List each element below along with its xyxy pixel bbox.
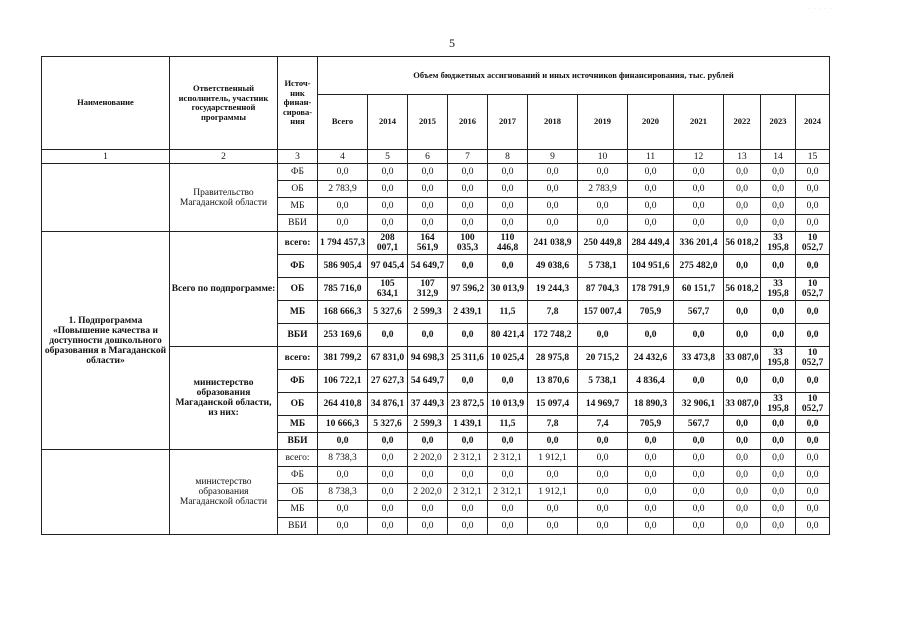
value-cell: 0,0 (528, 501, 578, 518)
value-cell: 105 634,1 (368, 278, 408, 301)
value-cell: 13 870,6 (528, 370, 578, 393)
name-cell-empty (42, 164, 170, 232)
table-row (42, 450, 830, 467)
value-cell: 7,8 (528, 416, 578, 433)
value-cell: 0,0 (674, 433, 724, 450)
value-cell: 253 169,6 (318, 324, 368, 347)
value-cell: 0,0 (318, 215, 368, 232)
header-year: 2014 (368, 95, 408, 150)
table-row (42, 232, 830, 255)
value-cell: 0,0 (674, 215, 724, 232)
value-cell: 0,0 (674, 324, 724, 347)
value-cell: 0,0 (628, 164, 674, 181)
value-cell: 0,0 (528, 181, 578, 198)
value-cell: 0,0 (761, 324, 796, 347)
value-cell: 0,0 (796, 433, 830, 450)
value-cell: 33 195,8 (761, 278, 796, 301)
value-cell: 0,0 (578, 467, 628, 484)
value-cell: 0,0 (368, 215, 408, 232)
value-cell: 54 649,7 (408, 370, 448, 393)
value-cell: 67 831,0 (368, 347, 408, 370)
value-cell: 49 038,6 (528, 255, 578, 278)
value-cell: 0,0 (761, 301, 796, 324)
value-cell: 0,0 (368, 450, 408, 467)
value-cell: 0,0 (578, 518, 628, 535)
value-cell: 104 951,6 (628, 255, 674, 278)
value-cell: 0,0 (761, 433, 796, 450)
source-cell: МБ (278, 416, 318, 433)
value-cell: 0,0 (761, 518, 796, 535)
value-cell: 0,0 (578, 433, 628, 450)
value-cell: 208 007,1 (368, 232, 408, 255)
value-cell: 33 195,8 (761, 393, 796, 416)
column-number: 6 (408, 150, 448, 164)
value-cell: 586 905,4 (318, 255, 368, 278)
source-cell: ФБ (278, 164, 318, 181)
value-cell: 0,0 (761, 370, 796, 393)
value-cell: 0,0 (724, 467, 761, 484)
source-cell: МБ (278, 198, 318, 215)
source-cell: ФБ (278, 370, 318, 393)
column-number: 9 (528, 150, 578, 164)
source-cell: ВБИ (278, 215, 318, 232)
value-cell: 0,0 (628, 324, 674, 347)
value-cell: 33 195,8 (761, 232, 796, 255)
value-cell: 0,0 (368, 324, 408, 347)
value-cell: 0,0 (724, 484, 761, 501)
value-cell: 110 446,8 (488, 232, 528, 255)
value-cell: 24 432,6 (628, 347, 674, 370)
value-cell: 381 799,2 (318, 347, 368, 370)
value-cell: 0,0 (488, 198, 528, 215)
value-cell: 5 738,1 (578, 370, 628, 393)
value-cell: 15 097,4 (528, 393, 578, 416)
value-cell: 284 449,4 (628, 232, 674, 255)
value-cell: 0,0 (528, 518, 578, 535)
value-cell: 2 599,3 (408, 416, 448, 433)
value-cell: 0,0 (448, 324, 488, 347)
value-cell: 0,0 (724, 164, 761, 181)
source-cell: ВБИ (278, 433, 318, 450)
column-number: 4 (318, 150, 368, 164)
value-cell: 0,0 (724, 181, 761, 198)
value-cell: 0,0 (408, 501, 448, 518)
value-cell: 241 038,9 (528, 232, 578, 255)
value-cell: 0,0 (724, 416, 761, 433)
value-cell: 157 007,4 (578, 301, 628, 324)
executor-cell: министерство образования Магаданской области (170, 450, 278, 535)
value-cell: 0,0 (628, 198, 674, 215)
value-cell: 0,0 (796, 198, 830, 215)
value-cell: 0,0 (628, 501, 674, 518)
column-number: 8 (488, 150, 528, 164)
value-cell: 0,0 (408, 433, 448, 450)
value-cell: 0,0 (528, 164, 578, 181)
value-cell: 0,0 (368, 501, 408, 518)
column-number: 13 (724, 150, 761, 164)
column-number: 7 (448, 150, 488, 164)
value-cell: 0,0 (724, 324, 761, 347)
value-cell: 0,0 (448, 370, 488, 393)
value-cell: 20 715,2 (578, 347, 628, 370)
value-cell: 97 045,4 (368, 255, 408, 278)
value-cell: 0,0 (368, 198, 408, 215)
value-cell: 0,0 (488, 215, 528, 232)
value-cell: 10 052,7 (796, 347, 830, 370)
value-cell: 0,0 (674, 164, 724, 181)
value-cell: 10 025,4 (488, 347, 528, 370)
header-year: 2019 (578, 95, 628, 150)
value-cell: 0,0 (628, 433, 674, 450)
value-cell: 0,0 (761, 501, 796, 518)
value-cell: 0,0 (318, 467, 368, 484)
header-year: 2018 (528, 95, 578, 150)
value-cell: 0,0 (796, 215, 830, 232)
value-cell: 0,0 (796, 416, 830, 433)
column-number: 5 (368, 150, 408, 164)
value-cell: 33 087,0 (724, 347, 761, 370)
value-cell: 275 482,0 (674, 255, 724, 278)
value-cell: 567,7 (674, 301, 724, 324)
value-cell: 705,9 (628, 416, 674, 433)
value-cell: 7,8 (528, 301, 578, 324)
value-cell: 28 975,8 (528, 347, 578, 370)
header-source: Источ- ник финан- сирова- ния (278, 57, 318, 150)
value-cell: 0,0 (796, 484, 830, 501)
value-cell: 0,0 (318, 433, 368, 450)
value-cell: 4 836,4 (628, 370, 674, 393)
budget-table (41, 56, 830, 535)
value-cell: 0,0 (578, 501, 628, 518)
value-cell: 705,9 (628, 301, 674, 324)
value-cell: 54 649,7 (408, 255, 448, 278)
value-cell: 2 783,9 (578, 181, 628, 198)
header-year: 2015 (408, 95, 448, 150)
value-cell: 0,0 (408, 164, 448, 181)
source-cell: всего: (278, 450, 318, 467)
value-cell: 567,7 (674, 416, 724, 433)
value-cell: 2 599,3 (408, 301, 448, 324)
value-cell: 34 876,1 (368, 393, 408, 416)
value-cell: 0,0 (318, 198, 368, 215)
value-cell: 0,0 (724, 198, 761, 215)
value-cell: 0,0 (761, 467, 796, 484)
value-cell: 0,0 (408, 518, 448, 535)
value-cell: 0,0 (448, 467, 488, 484)
value-cell: 2 312,1 (488, 484, 528, 501)
value-cell: 0,0 (761, 181, 796, 198)
executor-cell: Правительство Магаданской области (170, 164, 278, 232)
value-cell: 0,0 (724, 518, 761, 535)
source-cell: ФБ (278, 255, 318, 278)
value-cell: 0,0 (368, 467, 408, 484)
header-volume: Объем бюджетных ассигнований и иных источников финансирования, тыс. рублей (318, 57, 830, 95)
column-number: 14 (761, 150, 796, 164)
value-cell: 0,0 (408, 181, 448, 198)
value-cell: 94 698,3 (408, 347, 448, 370)
value-cell: 2 312,1 (488, 450, 528, 467)
value-cell: 0,0 (448, 433, 488, 450)
value-cell: 10 013,9 (488, 393, 528, 416)
header-name: Наименование (42, 57, 170, 150)
value-cell: 2 783,9 (318, 181, 368, 198)
source-cell: ВБИ (278, 324, 318, 347)
value-cell: 0,0 (724, 301, 761, 324)
value-cell: 0,0 (796, 181, 830, 198)
source-cell: ВБИ (278, 518, 318, 535)
value-cell: 56 018,2 (724, 232, 761, 255)
value-cell: 10 052,7 (796, 232, 830, 255)
value-cell: 0,0 (578, 164, 628, 181)
header-year: 2017 (488, 95, 528, 150)
value-cell: 33 195,8 (761, 347, 796, 370)
value-cell: 97 596,2 (448, 278, 488, 301)
value-cell: 5 738,1 (578, 255, 628, 278)
header-year: 2020 (628, 95, 674, 150)
value-cell: 0,0 (796, 301, 830, 324)
value-cell: 0,0 (578, 324, 628, 347)
value-cell: 0,0 (528, 433, 578, 450)
source-cell: ОБ (278, 393, 318, 416)
subprogram-name: 1. Подпрограмма «Повышение качества и доступности дошкольного образования в Магаданской области» (42, 232, 170, 450)
value-cell: 0,0 (408, 215, 448, 232)
value-cell: 7,4 (578, 416, 628, 433)
value-cell: 0,0 (628, 467, 674, 484)
value-cell: 0,0 (448, 198, 488, 215)
value-cell: 0,0 (674, 484, 724, 501)
value-cell: 0,0 (578, 484, 628, 501)
header-year: 2016 (448, 95, 488, 150)
value-cell: 0,0 (674, 467, 724, 484)
value-cell: 0,0 (628, 215, 674, 232)
value-cell: 0,0 (448, 501, 488, 518)
value-cell: 0,0 (628, 181, 674, 198)
value-cell: 107 312,9 (408, 278, 448, 301)
value-cell: 37 449,3 (408, 393, 448, 416)
value-cell: 0,0 (448, 181, 488, 198)
value-cell: 1 439,1 (448, 416, 488, 433)
value-cell: 18 890,3 (628, 393, 674, 416)
value-cell: 0,0 (724, 433, 761, 450)
value-cell: 0,0 (318, 518, 368, 535)
value-cell: 336 201,4 (674, 232, 724, 255)
value-cell: 0,0 (628, 484, 674, 501)
value-cell: 2 439,1 (448, 301, 488, 324)
value-cell: 5 327,6 (368, 416, 408, 433)
value-cell: 0,0 (448, 215, 488, 232)
value-cell: 25 311,6 (448, 347, 488, 370)
value-cell: 0,0 (674, 518, 724, 535)
value-cell: 0,0 (796, 450, 830, 467)
value-cell: 56 018,2 (724, 278, 761, 301)
value-cell: 0,0 (674, 450, 724, 467)
table-row (42, 164, 830, 181)
name-cell-empty (42, 450, 170, 535)
value-cell: 0,0 (368, 164, 408, 181)
source-cell: МБ (278, 501, 318, 518)
value-cell: 0,0 (796, 518, 830, 535)
value-cell: 1 912,1 (528, 450, 578, 467)
value-cell: 0,0 (488, 518, 528, 535)
header-total: Всего (318, 95, 368, 150)
column-number: 11 (628, 150, 674, 164)
value-cell: 23 872,5 (448, 393, 488, 416)
value-cell: 80 421,4 (488, 324, 528, 347)
value-cell: 5 327,6 (368, 301, 408, 324)
value-cell: 0,0 (488, 255, 528, 278)
value-cell: 0,0 (761, 416, 796, 433)
value-cell: 1 794 457,3 (318, 232, 368, 255)
value-cell: 0,0 (724, 501, 761, 518)
value-cell: 0,0 (796, 255, 830, 278)
source-cell: МБ (278, 301, 318, 324)
value-cell: 0,0 (368, 433, 408, 450)
value-cell: 0,0 (796, 324, 830, 347)
value-cell: 0,0 (761, 215, 796, 232)
value-cell: 0,0 (674, 370, 724, 393)
header-year: 2023 (761, 95, 796, 150)
value-cell: 172 748,2 (528, 324, 578, 347)
value-cell: 0,0 (674, 501, 724, 518)
value-cell: 0,0 (761, 484, 796, 501)
source-cell: ОБ (278, 484, 318, 501)
executor-cell: Всего по подпрограмме: (170, 232, 278, 347)
value-cell: 10 052,7 (796, 278, 830, 301)
value-cell: 250 449,8 (578, 232, 628, 255)
value-cell: 8 738,3 (318, 484, 368, 501)
value-cell: 19 244,3 (528, 278, 578, 301)
value-cell: 0,0 (761, 164, 796, 181)
value-cell: 0,0 (318, 164, 368, 181)
source-cell: всего: (278, 232, 318, 255)
value-cell: 8 738,3 (318, 450, 368, 467)
value-cell: 0,0 (578, 198, 628, 215)
value-cell: 0,0 (796, 164, 830, 181)
value-cell: 0,0 (448, 518, 488, 535)
value-cell: 1 912,1 (528, 484, 578, 501)
value-cell: 0,0 (796, 370, 830, 393)
value-cell: 0,0 (408, 324, 448, 347)
scan-mark: · · · · · (808, 6, 833, 12)
value-cell: 2 312,1 (448, 450, 488, 467)
value-cell: 0,0 (368, 181, 408, 198)
value-cell: 164 561,9 (408, 232, 448, 255)
value-cell: 0,0 (724, 255, 761, 278)
value-cell: 0,0 (761, 198, 796, 215)
value-cell: 0,0 (528, 467, 578, 484)
column-number: 2 (170, 150, 278, 164)
header-year: 2024 (796, 95, 830, 150)
value-cell: 11,5 (488, 301, 528, 324)
value-cell: 106 722,1 (318, 370, 368, 393)
page-number: 5 (449, 36, 455, 50)
value-cell: 0,0 (724, 370, 761, 393)
value-cell: 0,0 (674, 181, 724, 198)
value-cell: 30 013,9 (488, 278, 528, 301)
value-cell: 0,0 (408, 467, 448, 484)
value-cell: 0,0 (528, 198, 578, 215)
column-number: 12 (674, 150, 724, 164)
value-cell: 14 969,7 (578, 393, 628, 416)
value-cell: 11,5 (488, 416, 528, 433)
value-cell: 264 410,8 (318, 393, 368, 416)
value-cell: 0,0 (628, 518, 674, 535)
value-cell: 0,0 (796, 467, 830, 484)
value-cell: 87 704,3 (578, 278, 628, 301)
value-cell: 2 202,0 (408, 450, 448, 467)
value-cell: 168 666,3 (318, 301, 368, 324)
column-number: 1 (42, 150, 170, 164)
header-executor: Ответственный исполнитель, участник государственной программы (170, 57, 278, 150)
value-cell: 0,0 (528, 215, 578, 232)
value-cell: 0,0 (578, 450, 628, 467)
value-cell: 0,0 (724, 215, 761, 232)
value-cell: 0,0 (761, 450, 796, 467)
source-cell: всего: (278, 347, 318, 370)
value-cell: 2 202,0 (408, 484, 448, 501)
value-cell: 33 473,8 (674, 347, 724, 370)
source-cell: ОБ (278, 278, 318, 301)
value-cell: 0,0 (578, 215, 628, 232)
value-cell: 0,0 (408, 198, 448, 215)
value-cell: 32 906,1 (674, 393, 724, 416)
value-cell: 785 716,0 (318, 278, 368, 301)
value-cell: 2 312,1 (448, 484, 488, 501)
value-cell: 178 791,9 (628, 278, 674, 301)
header-year: 2022 (724, 95, 761, 150)
value-cell: 0,0 (796, 501, 830, 518)
value-cell: 0,0 (368, 484, 408, 501)
column-number: 15 (796, 150, 830, 164)
value-cell: 0,0 (488, 181, 528, 198)
value-cell: 0,0 (674, 198, 724, 215)
value-cell: 0,0 (488, 164, 528, 181)
value-cell: 100 035,3 (448, 232, 488, 255)
value-cell: 0,0 (488, 501, 528, 518)
value-cell: 0,0 (724, 450, 761, 467)
header-year: 2021 (674, 95, 724, 150)
value-cell: 10 052,7 (796, 393, 830, 416)
column-number: 10 (578, 150, 628, 164)
value-cell: 60 151,7 (674, 278, 724, 301)
value-cell: 0,0 (488, 467, 528, 484)
value-cell: 0,0 (628, 450, 674, 467)
value-cell: 27 627,3 (368, 370, 408, 393)
value-cell: 0,0 (318, 501, 368, 518)
value-cell: 0,0 (448, 164, 488, 181)
value-cell: 33 087,0 (724, 393, 761, 416)
value-cell: 0,0 (488, 433, 528, 450)
column-number: 3 (278, 150, 318, 164)
value-cell: 10 666,3 (318, 416, 368, 433)
source-cell: ФБ (278, 467, 318, 484)
executor-cell: министерство образования Магаданской области, из них: (170, 347, 278, 450)
value-cell: 0,0 (488, 370, 528, 393)
value-cell: 0,0 (761, 255, 796, 278)
source-cell: ОБ (278, 181, 318, 198)
value-cell: 0,0 (448, 255, 488, 278)
value-cell: 0,0 (368, 518, 408, 535)
